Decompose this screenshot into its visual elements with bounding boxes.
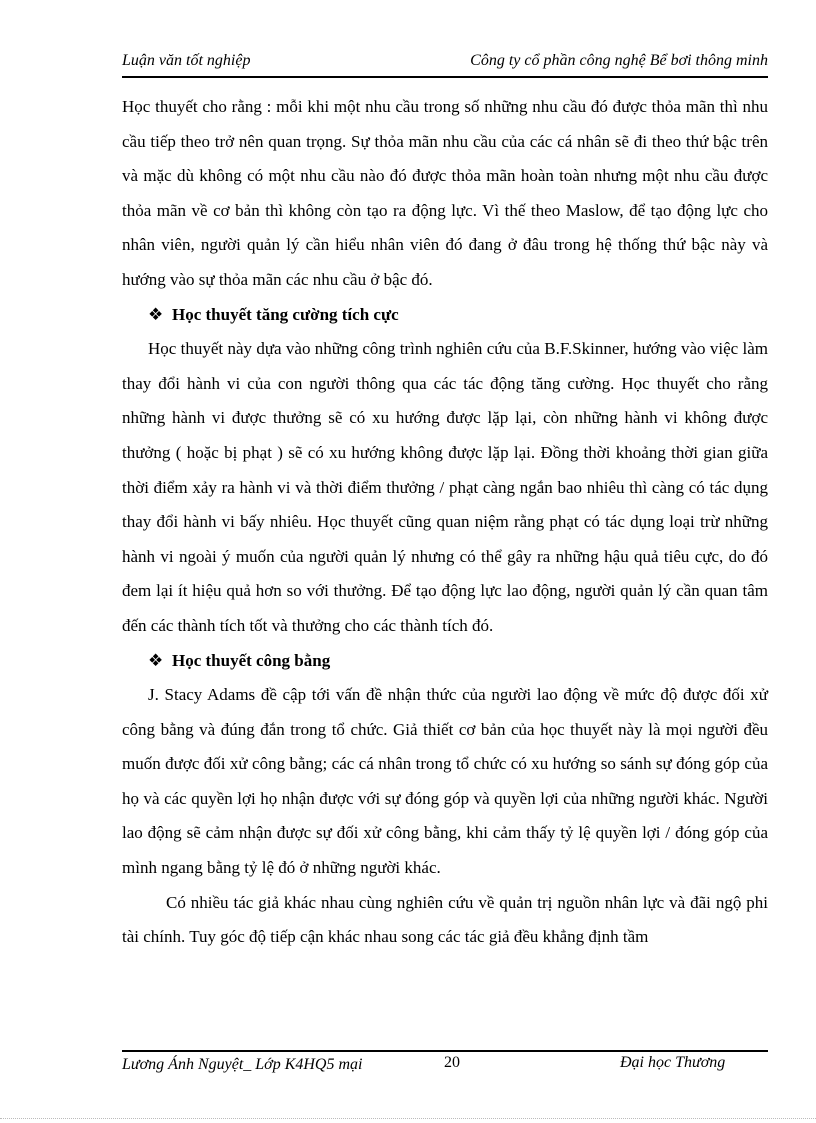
diamond-bullet-icon: ❖ <box>148 304 164 324</box>
heading-text: Học thuyết công bằng <box>172 650 331 670</box>
header-thesis-title: Luận văn tốt nghiệp <box>122 52 251 69</box>
paragraph-closing: Có nhiều tác giả khác nhau cùng nghiên cứu về quản trị nguồn nhân lực và đãi ngộ phi tài chính. Tuy góc độ tiếp cận khác nhau song các tác giả đều khẳng định tầm <box>122 892 768 947</box>
paragraph-maslow: Học thuyết cho rằng : mỗi khi một nhu cầu trong số những nhu cầu đó được thỏa mãn thì nhu cầu tiếp theo trở nên quan trọng. Sự thỏa mãn nhu cầu của các cá nhân sẽ đi theo thứ bậc trên và mặc dù không có một nhu cầu nào đó được thỏa mãn hoàn toàn nhưng một nhu cầu được thỏa mãn về cơ bản thì không còn tạo ra động lực. Vì thế theo Maslow, để tạo động lực cho nhân viên, người quản lý cần hiểu nhân viên đó đang ở đâu trong hệ thống thứ bậc này và hướng vào sự thỏa mãn các nhu cầu ở bậc đó. <box>122 97 768 289</box>
page-bottom-border <box>0 1118 816 1119</box>
footer-author: Lương Ánh Nguyệt_ Lớp K4HQ5 mại <box>122 1056 363 1073</box>
header-company-name: Công ty cổ phần công nghệ Bể bơi thông minh <box>470 52 768 69</box>
paragraph-skinner: Học thuyết này dựa vào những công trình nghiên cứu của B.F.Skinner, hướng vào việc làm thay đổi hành vi của con người thông qua các tác động tăng cường. Học thuyết cho rằng những hành vi được thưởng sẽ có xu hướng được lặp lại, còn những hành vi không được thưởng ( hoặc bị phạt ) sẽ có xu hướng không được lặp lại. Đồng thời khoảng thời gian giữa thời điểm xảy ra hành vi và thời điểm thưởng / phạt càng ngắn bao nhiêu thì càng có tác dụng thay đổi hành vi bấy nhiêu. Học thuyết cũng quan niệm rằng phạt có tác dụng loại trừ những hành vi ngoài ý muốn của người quản lý nhưng có thể gây ra những hậu quả tiêu cực, do đó đem lại ít hiệu quả hơn so với thưởng. Để tạo động lực lao động, người quản lý cần quan tâm đến các thành tích tốt và thưởng cho các thành tích đó. <box>122 339 768 635</box>
document-body <box>122 90 768 955</box>
page-number: 20 <box>444 1054 460 1071</box>
footer-school: Đại học Thương <box>620 1054 726 1071</box>
footer-divider <box>122 1050 768 1052</box>
paragraph-adams: J. Stacy Adams đề cập tới vấn đề nhận thức của người lao động về mức độ được đối xử công bằng và đúng đắn trong tổ chức. Giả thiết cơ bản của học thuyết này là mọi người đều muốn được đối xử công bằng; các cá nhân trong tổ chức có xu hướng so sánh sự đóng góp của họ và các quyền lợi họ nhận được với sự đóng góp và quyền lợi của những người khác. Người lao động sẽ cảm nhận được sự đối xử công bằng, khi cảm thấy tỷ lệ quyền lợi / đóng góp của mình ngang bằng tỷ lệ đó ở những người khác. <box>122 685 768 878</box>
heading-equity-theory <box>122 644 768 679</box>
page-header <box>122 50 768 78</box>
heading-text: Học thuyết tăng cường tích cực <box>172 304 399 324</box>
diamond-bullet-icon: ❖ <box>148 650 164 670</box>
heading-reinforcement-theory <box>122 298 768 333</box>
